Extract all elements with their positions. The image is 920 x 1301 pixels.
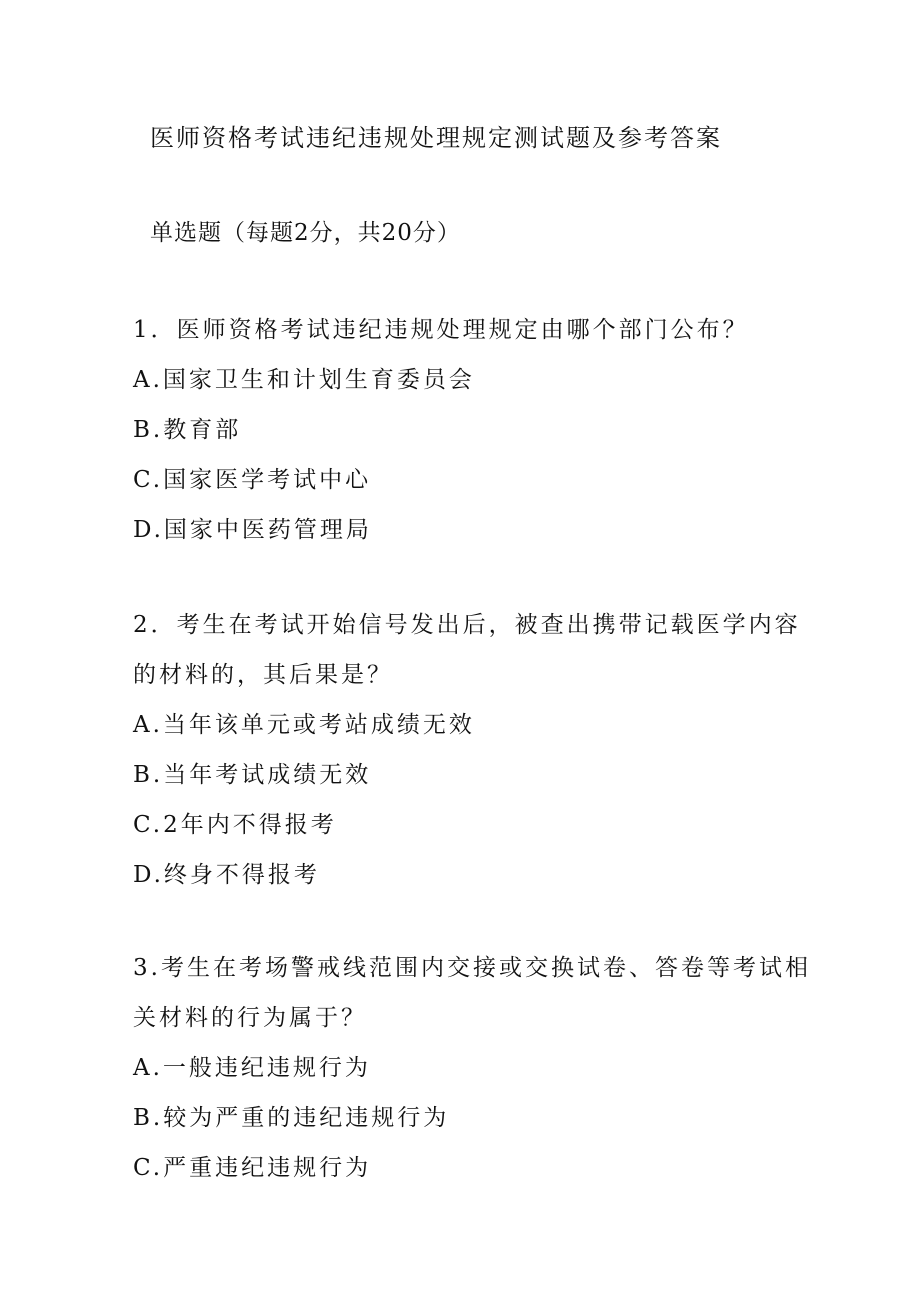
question-2-option-d: D.终身不得报考 bbox=[133, 862, 320, 888]
question-2-option-b: B.当年考试成绩无效 bbox=[133, 762, 372, 788]
question-1-option-d: D.国家中医药管理局 bbox=[133, 517, 372, 543]
question-1-stem: 1．医师资格考试违纪违规处理规定由哪个部门公布？ bbox=[133, 317, 749, 343]
question-1-option-b: B.教育部 bbox=[133, 417, 242, 443]
question-1-option-a: A.国家卫生和计划生育委员会 bbox=[133, 367, 475, 393]
question-1-option-c: C.国家医学考试中心 bbox=[133, 467, 372, 493]
question-3 bbox=[133, 943, 813, 1193]
question-2-option-a: A.当年该单元或考站成绩无效 bbox=[133, 712, 475, 738]
question-2-option-c: C.2年内不得报考 bbox=[133, 812, 337, 838]
question-2-stem: 2．考生在考试开始信号发出后，被查出携带记载医学内容的材料的，其后果是？ bbox=[133, 612, 801, 688]
section-heading: 单选题（每题2分，共20分） bbox=[150, 220, 461, 246]
question-1 bbox=[133, 305, 813, 555]
question-3-option-b: B.较为严重的违纪违规行为 bbox=[133, 1105, 450, 1131]
question-3-option-c: C.严重违纪违规行为 bbox=[133, 1155, 372, 1181]
question-3-stem: 3.考生在考场警戒线范围内交接或交换试卷、答卷等考试相关材料的行为属于？ bbox=[133, 955, 811, 1031]
question-3-option-a: A.一般违纪违规行为 bbox=[133, 1055, 371, 1081]
question-2 bbox=[133, 600, 813, 900]
document-title: 医师资格考试违纪违规处理规定测试题及参考答案 bbox=[150, 124, 722, 152]
